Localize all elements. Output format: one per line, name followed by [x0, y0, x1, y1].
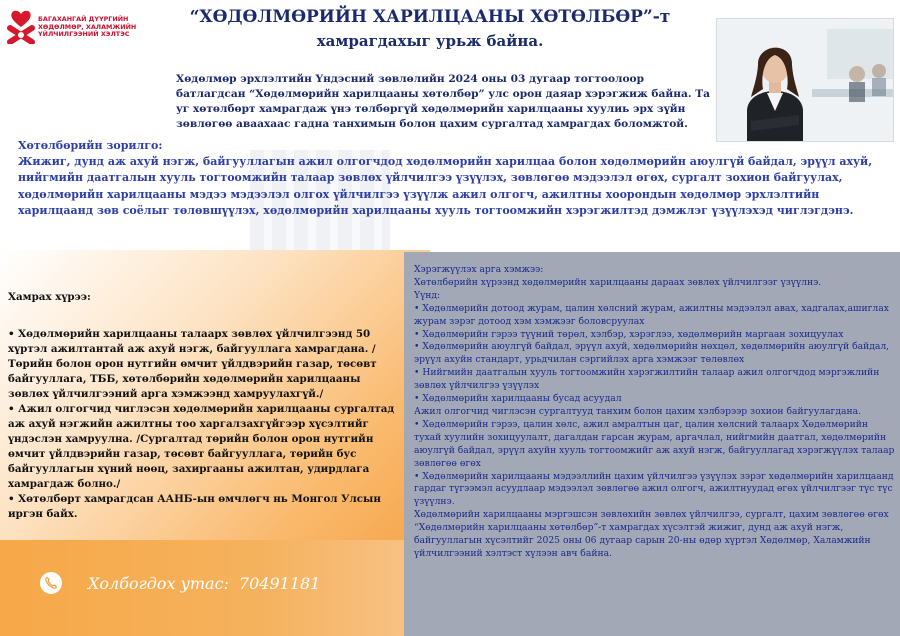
coverage-heading: Хамрах хүрээ: — [8, 291, 91, 303]
contact-info — [40, 568, 320, 598]
program-coverage — [8, 290, 400, 522]
title-line1: “ХӨДӨЛМӨРИЙН ХАРИЛЦААНЫ ХӨТӨЛБӨР”-т — [189, 7, 671, 27]
logo-emblem-icon — [6, 8, 36, 44]
organization-name — [38, 16, 148, 39]
contact-phone-number[interactable]: 70491181 — [238, 573, 321, 593]
organization-logo — [6, 6, 146, 50]
coverage-item: • Хөтөлбөрт хамрагдсан ААНБ-ын өмчлөгч нь Монгол Улсын иргэн байх. — [8, 493, 381, 520]
page-title — [150, 6, 710, 54]
intro-paragraph: Хөдөлмөр эрхлэлтийн Үндэсний зөвлөлийн 2024 оны 03 дугаар тогтоолоор батлагдсан “Хөдөлмөрийн харилцааны хөтөлбөр” улс орон даяар хэрэгжиж байна. Та уг хөтөлбөрт хамрагдаж үнэ төлбөргүй хөдөлмөрийн харилцааны хуулиь эрх зүйн зөвлөгөө аваахаас гадна танхимын болон цахим сургалтад хамрагдах боломжтой. — [176, 73, 710, 130]
contact-label: Холбогдох утас: — [88, 573, 229, 593]
measures-heading: Хэрэгжүүлэх арга хэмжээ: — [414, 264, 544, 275]
coverage-item: • Ажил олгогчид чиглэсэн хөдөлмөрийн харилцааны сургалтад аж ахуй нэгжийн ажилтны тоо харгалзахгүйгээр хүсэлтийг үндэслэн хамруулна. /Сургалтад төрийн болон орон нутгийн өмчит үйлдвэрийн газар, төсөвт байгууллага, төрийн бус байгууллагын хүний нөөц, захиргааны ажилтан, удирдлага хамрагдаж болно./ — [8, 403, 395, 490]
measures-line: Хөтөлбөрийн хүрээнд хөдөлмөрийн харилцааны дараах зөвлөх үйлчилгээг үзүүлнэ. — [414, 276, 822, 288]
measures-line: Ажил олгогчид чиглэсэн сургалтууд танхим болон цахим хэлбэрээр зохион байгуулагдана. — [414, 405, 862, 417]
businesswoman-photo — [716, 18, 894, 142]
phone-icon — [40, 572, 62, 594]
organization-name-line2: ХӨДӨЛМӨР, ХАЛАМЖИЙН — [38, 22, 137, 31]
measures-line: • Хөдөлмөрийн гэрээ түүний төрөл, хэлбэр, хэрэглээ, хөдөлмөрийн маргаан зохицуулах — [414, 328, 844, 340]
organization-name-line1: БАГАХАНГАЙ ДҮҮРГИЙН — [38, 15, 129, 23]
title-line2: хамрагдахыг урьж байна. — [316, 32, 544, 50]
measures-line: • Хөдөлмөрийн дотоод журам, цалин хөлсний журам, ажилтны мэдээлэл авах, хадгалах,ашиглах журам зэрэг дотоод хэм хэмжээг боловсруулах — [414, 302, 889, 327]
purpose-text: Жижиг, дунд аж ахуй нэгж, байгууллагын ажил олгогчдод хөдөлмөрийн харилцаа болон хөдөлмөрийн аюулгүй байдал, эрүүл ахуй, нийгмийн даатгалын хууль тогтоомжийн талаар зөвлөх үйлчилгээ үзүүлэх, зөвлөгөө мэдээлэл өгөх, сургалт зохион байгуулах, хөдөлмөрийн харилцааны мэдээ мэдээлэл олгох үйлчилгээ үзүүлж ажил олгогч, ажилтны хоорондын хөдөлмөр эрхлэлтийн харилцаанд зөв соёлыг төлөвшүүлэх, хөдөлмөрийн харилцааны хууль тогтоомжийн хэрэгжилтэд дэмжлэг үзүүлэхэд чиглэгдэнэ. — [18, 155, 873, 217]
measures-line: • Хөдөлмөрийн гэрээ, цалин хөлс, ажил амралтын цаг, цалин хөлсний талаарх Хөдөлмөрийн тухай хуулийн зохицуулалт, дагалдан гарсан журам, аргачлал, нийгмийн даатгал, хөдөлмөрийн аюулгүй байдал, эрүүл ахуйн хууль тогтоомжийг аж ахуй нэгж, байгууллагад хэрэгжүүлэх талаар зөвлөгөө өгөх — [414, 418, 895, 469]
measures-line: • Нийгмийн даатгалын хууль тогтоомжийн хэрэгжилтийн талаар ажил олгогчдод мэргэжлийн зөвлөх үйлчилгээ үзүүлэх — [414, 367, 880, 392]
measures-line: • Хөдөлмөрийн харилцааны мэдээллийн цахим үйлчилгээ үзүүлэх зэрэг хөдөлмөрийн харилцаанд гардаг түгээмэл асуудлаар мэдээлэл зөвлөгөө ажил олгогч, ажилтнуудад өгөх үйлчилгээг түс түс үзүүлнэ. — [414, 470, 894, 508]
organization-name-line3: ҮЙЛЧИЛГЭЭНИЙ ХЭЛТЭС — [38, 30, 130, 38]
measures-line: Хөдөлмөрийн харилцааны мэргэшсэн зөвлөхийн зөвлөх үйлчилгээ, сургалт, цахим зөвлөгөө өгөх “Хөдөлмөрийн харилцааны хөтөлбөр”-т хамрагдах хүсэлтэй жижиг, дунд аж ахуй нэгж, байгууллагын хүсэлтийг 2025 оны 06 дугаар сарын 20-ны өдөр хүртэл Хөдөлмөр, Халамжийн үйлчилгээний хэлтэст хүлээн авч байна. — [414, 509, 889, 559]
measures-line: • Хөдөлмөрийн харилцааны бусад асуудал — [414, 393, 622, 405]
program-purpose — [18, 138, 888, 219]
measures-line: • Хөдөлмөрийн аюулгүй байдал, эрүүл ахуй, хөдөлмөрийн нөхцөл, хөдөлмөрийн аюулгүй байдал, эрүүл ахуйн стандарт, урьдчилан сэргийлэх арга хэмжээг төлөвлөх — [414, 341, 890, 366]
implementation-measures — [414, 264, 896, 561]
measures-line: Үүнд: — [414, 289, 441, 301]
coverage-item: • Хөдөлмөрийн харилцааны талаарх зөвлөх үйлчилгээнд 50 хүртэл ажилтантай аж ахуй нэгж, байгууллага хамрагдана. /Төрийн болон орон нутгийн өмчит үйлдвэрийн газар, төсөвт байгууллага, ТББ, хөтөлбөрийн хөдөлмөрийн харилцааны зөвлөх үйлчилгээний арга хэмжээнд хамруулахгүй./ — [8, 328, 377, 400]
businesswoman-illustration — [717, 19, 894, 142]
purpose-heading: Хөтөлбөрийн зорилго: — [18, 139, 163, 152]
